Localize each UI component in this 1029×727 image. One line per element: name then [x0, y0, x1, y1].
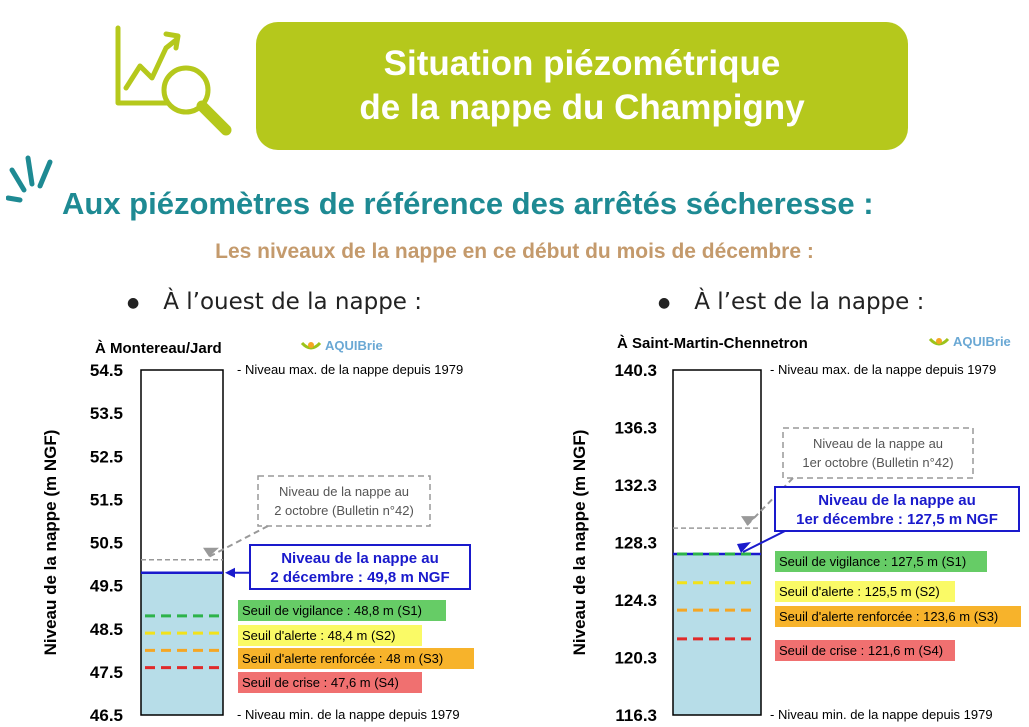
east-current-label-line1: Niveau de la nappe au — [818, 492, 976, 509]
west-y-tick-label: 53.5 — [89, 404, 123, 424]
west-y-tick-label: 47.5 — [89, 662, 123, 682]
west-threshold-label-2: Seuil d'alerte : 48,4 m (S2) — [242, 628, 396, 643]
east-previous-label-line2: 1er octobre (Bulletin n°42) — [802, 455, 954, 470]
section-heading: Aux piézomètres de référence des arrêtés sécheresse : — [62, 186, 874, 221]
east-threshold-label-2: Seuil d'alerte : 125,5 m (S2) — [779, 584, 940, 599]
page-title-line2: de la nappe du Champigny — [359, 88, 805, 127]
west-water-fill — [141, 573, 223, 715]
bullet-west-text: À l’ouest de la nappe : — [163, 289, 423, 315]
chart-title-west: À Montereau/Jard — [95, 340, 222, 357]
east-y-tick-label: 128.3 — [614, 533, 657, 553]
west-y-tick-label: 50.5 — [89, 533, 123, 553]
chart-title-east: À Saint-Martin-Chennetron — [617, 335, 808, 352]
east-y-tick-label: 124.3 — [614, 591, 657, 610]
east-min-label: - Niveau min. de la nappe depuis 1979 — [770, 707, 993, 722]
east-y-tick-label: 132.3 — [614, 476, 657, 495]
east-threshold-label-1: Seuil de vigilance : 127,5 m (S1) — [779, 554, 967, 569]
east-y-tick-label: 116.3 — [615, 706, 657, 725]
east-y-tick-label: 120.3 — [614, 648, 657, 668]
east-previous-label-line1: Niveau de la nappe au — [812, 436, 944, 451]
west-previous-label-line2: 2 octobre (Bulletin n°42) — [274, 503, 414, 518]
west-y-tick-label: 46.5 — [89, 706, 123, 725]
aquibrie-text: AQUIBrie — [325, 338, 383, 353]
west-max-label: - Niveau max. de la nappe depuis 1979 — [237, 362, 464, 377]
west-y-axis-label: Niveau de la nappe (m NGF) — [41, 429, 60, 656]
west-y-tick-label: 51.5 — [89, 490, 123, 510]
east-water-fill — [673, 554, 761, 715]
section-subheading: Les niveaux de la nappe en ce début du mois de décembre : — [215, 240, 814, 263]
east-current-level-arrow — [743, 531, 785, 552]
west-y-tick-label: 49.5 — [89, 576, 123, 596]
east-y-axis-label: Niveau de la nappe (m NGF) — [570, 429, 589, 656]
east-threshold-label-4: Seuil de crise : 121,6 m (S4) — [779, 643, 944, 658]
west-y-tick-label: 48.5 — [89, 619, 123, 639]
west-current-level-arrowhead — [225, 568, 235, 578]
bullet-west: ● À l’ouest de la nappe : — [127, 289, 423, 315]
bullet-east-text: À l’est de la nappe : — [694, 289, 925, 315]
west-min-label: - Niveau min. de la nappe depuis 1979 — [237, 707, 460, 722]
page-title-line1: Situation piézométrique — [383, 44, 781, 83]
east-y-tick-label: 136.3 — [614, 418, 657, 438]
bullet-east: ● À l’est de la nappe : — [658, 289, 925, 315]
west-y-tick-label: 52.5 — [89, 447, 123, 467]
east-max-label: - Niveau max. de la nappe depuis 1979 — [770, 362, 997, 377]
west-threshold-label-1: Seuil de vigilance : 48,8 m (S1) — [242, 603, 422, 618]
west-threshold-label-3: Seuil d'alerte renforcée : 48 m (S3) — [242, 651, 444, 666]
west-current-label-line1: Niveau de la nappe au — [281, 550, 439, 567]
east-current-label-line2: 1er décembre : 127,5 m NGF — [796, 511, 998, 528]
west-previous-label-line1: Niveau de la nappe au — [278, 484, 410, 499]
aquibrie-text: AQUIBrie — [953, 334, 1011, 349]
west-current-label-line2: 2 décembre : 49,8 m NGF — [270, 569, 450, 586]
east-y-tick-label: 140.3 — [614, 361, 657, 380]
west-y-tick-label: 54.5 — [89, 361, 123, 380]
west-threshold-label-4: Seuil de crise : 47,6 m (S4) — [242, 675, 399, 690]
east-threshold-label-3: Seuil d'alerte renforcée : 123,6 m (S3) — [779, 609, 999, 624]
